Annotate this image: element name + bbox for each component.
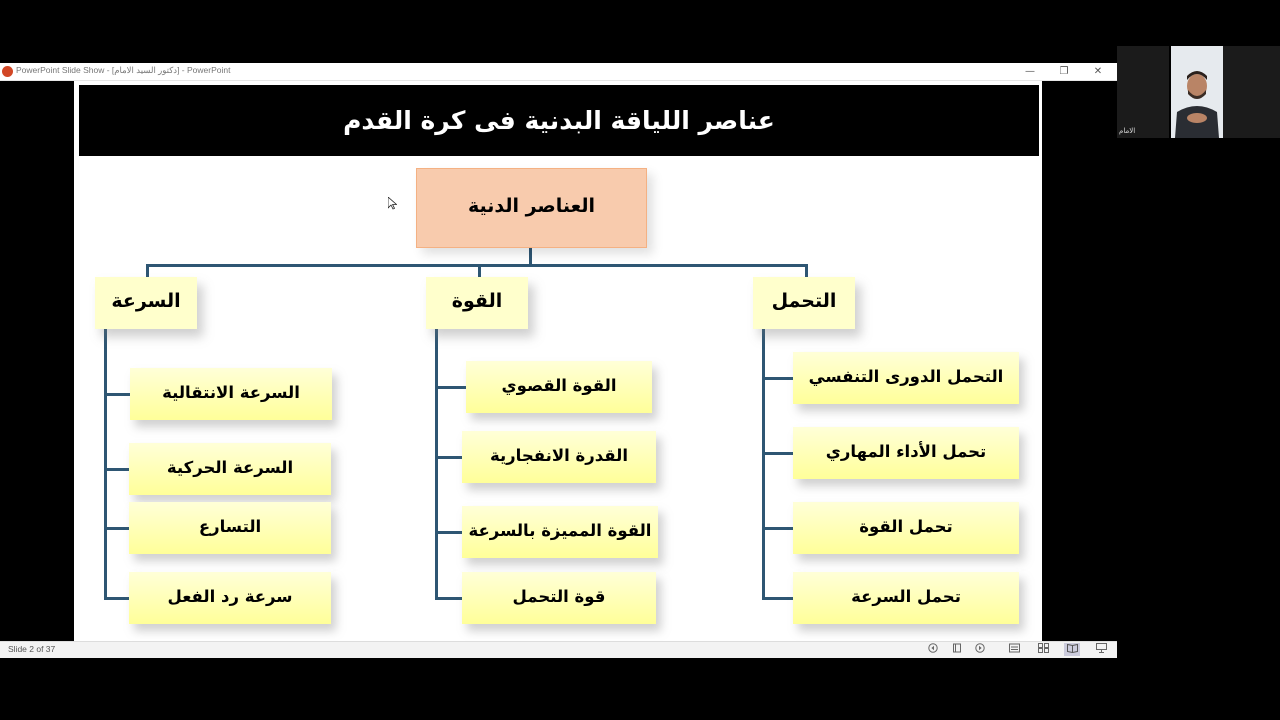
- strength-vertical-line: [435, 327, 438, 600]
- branch-drop-speed: [146, 264, 149, 278]
- title-bar: [0, 63, 1117, 81]
- strength-tick: [435, 531, 463, 534]
- webcam-panel-right: [1223, 46, 1280, 138]
- endurance-tick: [762, 452, 794, 455]
- root-node: العناصر الدنية: [416, 168, 647, 248]
- slide[interactable]: [74, 81, 1042, 641]
- endurance-item: تحمل القوة: [793, 502, 1019, 554]
- horizontal-connector: [146, 264, 808, 267]
- strength-tick: [435, 597, 463, 600]
- webcam-name-label: الامام: [1119, 127, 1136, 135]
- endurance-item: تحمل السرعة: [793, 572, 1019, 624]
- slide-title-bar: [79, 85, 1039, 156]
- speed-tick: [104, 597, 130, 600]
- close-button[interactable]: ✕: [1093, 66, 1103, 77]
- minimize-button[interactable]: —: [1025, 66, 1035, 77]
- slideshow-area: [0, 81, 1117, 641]
- reading-view-icon[interactable]: [1064, 643, 1080, 656]
- webcam-panel: [1117, 46, 1169, 138]
- endurance-item: التحمل الدورى التنفسي: [793, 352, 1019, 404]
- powerpoint-window: [0, 63, 1117, 657]
- endurance-tick: [762, 377, 794, 380]
- normal-view-icon[interactable]: [1006, 643, 1022, 656]
- status-bar: [0, 641, 1117, 658]
- speed-item: السرعة الانتقالية: [130, 368, 332, 420]
- strength-item: القدرة الانفجارية: [462, 431, 656, 483]
- strength-item: قوة التحمل: [462, 572, 656, 624]
- next-icon[interactable]: [972, 643, 988, 656]
- strength-tick: [435, 456, 463, 459]
- endurance-tick: [762, 597, 794, 600]
- webcam-video: [1171, 46, 1223, 138]
- endurance-tick: [762, 527, 794, 530]
- root-connector: [529, 246, 532, 266]
- slideshow-icon[interactable]: [1093, 643, 1109, 656]
- slide-counter: Slide 2 of 37: [8, 644, 56, 654]
- speed-item: التسارع: [129, 502, 331, 554]
- window-title: PowerPoint Slide Show - [دكتور السيد الامام] - PowerPoint: [16, 65, 231, 75]
- endurance-vertical-line: [762, 327, 765, 600]
- restore-button[interactable]: ❐: [1059, 66, 1069, 77]
- prev-icon[interactable]: [925, 643, 941, 656]
- strength-item: القوة القصوي: [466, 361, 652, 413]
- category-endurance: التحمل: [753, 277, 855, 329]
- speed-vertical-line: [104, 327, 107, 600]
- slide-sorter-icon[interactable]: [949, 643, 965, 656]
- endurance-item: تحمل الأداء المهاري: [793, 427, 1019, 479]
- branch-drop-endurance: [805, 264, 808, 278]
- speed-tick: [104, 468, 130, 471]
- strength-tick: [435, 386, 467, 389]
- mouse-cursor-icon: [388, 197, 397, 213]
- category-speed: السرعة: [95, 277, 197, 329]
- strength-item: القوة المميزة بالسرعة: [462, 506, 658, 558]
- speed-item: السرعة الحركية: [129, 443, 331, 495]
- speed-item: سرعة رد الفعل: [129, 572, 331, 624]
- powerpoint-app-icon: [2, 66, 13, 77]
- grid-view-icon[interactable]: [1035, 643, 1051, 656]
- branch-drop-strength: [478, 264, 481, 278]
- speed-tick: [104, 393, 130, 396]
- speed-tick: [104, 527, 130, 530]
- slide-title: عناصر اللياقة البدنية فى كرة القدم: [343, 106, 775, 135]
- person-avatar-icon: [1171, 46, 1223, 138]
- category-strength: القوة: [426, 277, 528, 329]
